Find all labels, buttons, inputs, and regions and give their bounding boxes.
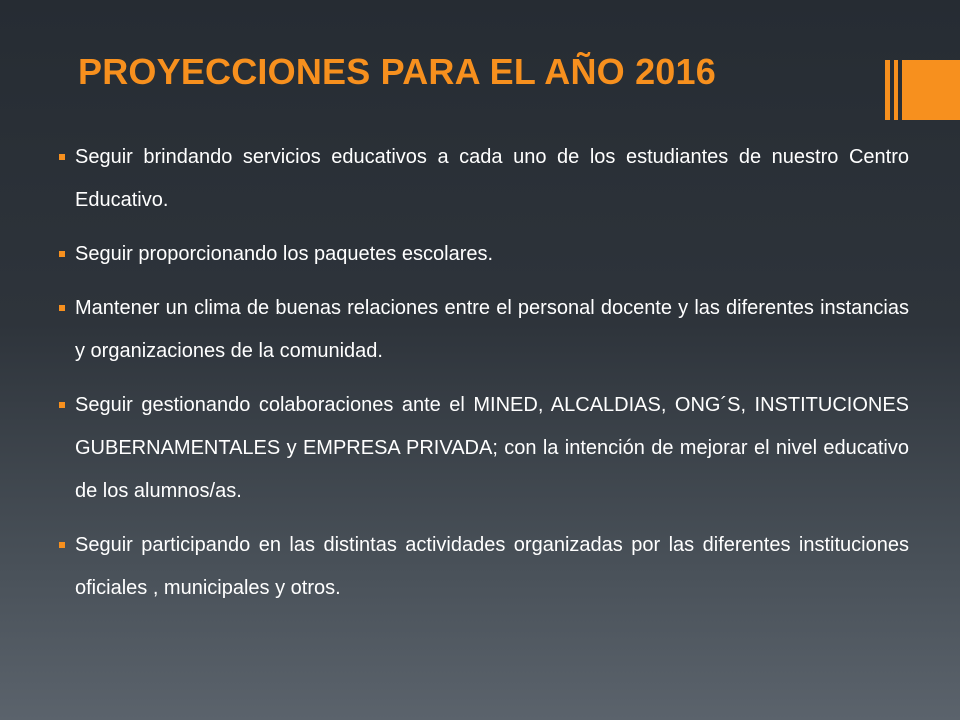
square-bullet-icon <box>59 251 65 257</box>
bullet-text: Seguir brindando servicios educativos a cada uno de los estudiantes de nuestro Centro Educativo. <box>75 146 909 211</box>
bullet-item <box>56 524 909 610</box>
bullet-text: Seguir proporcionando los paquetes escolares. <box>75 243 494 265</box>
bullet-item <box>56 233 909 276</box>
title-decoration <box>885 60 960 120</box>
bullet-text: Seguir gestionando colaboraciones ante el MINED, ALCALDIAS, ONG´S, INSTITUCIONES GUBERNAMENTALES y EMPRESA PRIVADA; con la intención de mejorar el nivel educativo de los alumnos/as. <box>75 394 909 502</box>
bullet-list <box>56 136 909 621</box>
square-bullet-icon <box>59 402 65 408</box>
square-bullet-icon <box>59 305 65 311</box>
bullet-text: Mantener un clima de buenas relaciones entre el personal docente y las diferentes instancias y organizaciones de la comunidad. <box>75 297 909 362</box>
slide-title: PROYECCIONES PARA EL AÑO 2016 <box>78 51 716 92</box>
square-bullet-icon <box>59 542 65 548</box>
bullet-item <box>56 384 909 513</box>
square-bullet-icon <box>59 154 65 160</box>
bullet-item <box>56 136 909 222</box>
decoration-block <box>902 60 960 120</box>
bullet-item <box>56 287 909 373</box>
decoration-bar-thick <box>885 60 890 120</box>
decoration-bar-thin <box>894 60 898 120</box>
bullet-text: Seguir participando en las distintas actividades organizadas por las diferentes instituciones oficiales , municipales y otros. <box>75 534 909 599</box>
